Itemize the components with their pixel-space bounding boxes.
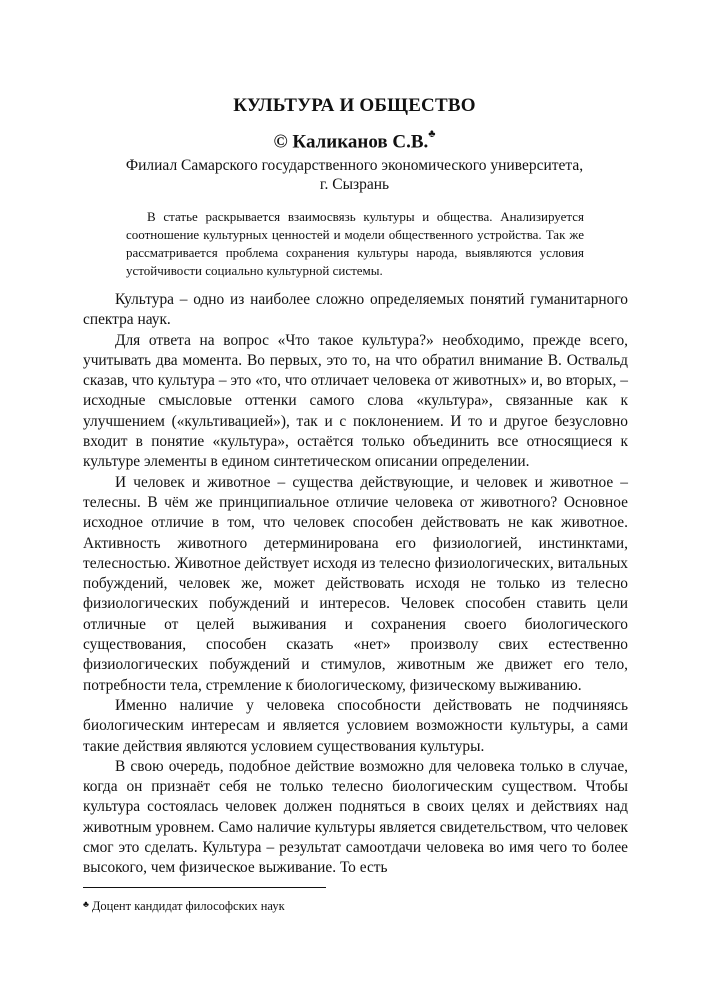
article-title: КУЛЬТУРА И ОБЩЕСТВО — [233, 95, 476, 116]
footnote-mark: ♣ — [83, 899, 89, 909]
author-name: © Каликанов С.В. — [273, 131, 429, 153]
paragraph: В свою очередь, подобное действие возможно для человека только в случае, когда он признаёт себя не только телесно биологическим существом. Чтобы культура состоялась человек должен подняться в своих целях и действиях над животным уровнем. Само наличие культуры является свидетельством, что человек смог это сделать. Культура – результат самоотдачи человека во имя чего то более высокого, чем физическое выживание. То есть — [83, 757, 628, 877]
paragraph: И человек и животное – существа действующие, и человек и животное – телесны. В чём же принципиальное отличие человека от животного? Основное исходное отличие в том, что человек способен действовать не как животное. Активность животного детерминирована его физиологией, инстинктами, телесностью. Животное действует исходя из телесно физиологических, витальных побуждений, человек же, может действовать исходя не только из телесно физиологических побуждений и интересов. Человек способен ставить цели отличные от целей выживания и сохранения своего биологического существования, способен сказать «нет» произволу свих естественно физиологических побуждений и стимулов, животным же движет его тело, потребности тела, стремление к биологическому, физическому выживанию. — [83, 473, 628, 694]
paragraph: Для ответа на вопрос «Что такое культура?» необходимо, прежде всего, учитывать два момента. Во первых, это то, на что обратил внимание В. Оствальд сказав, что культура – это «то, что отличает человека от животных» и, во вторых, – исходные смысловые оттенки самого слова «культура», связанные как к улучшением («культивацией»), так и с поклонением. И то и другое безусловно входит в понятие «культура», остаётся только объединить все относящиеся к культуре элементы в едином синтетическом описании определении. — [83, 331, 628, 471]
affiliation — [0, 156, 709, 194]
paragraph: Культура – одно из наиболее сложно определяемых понятий гуманитарного спектра наук. — [83, 291, 628, 329]
paragraph: Именно наличие у человека способности действовать не подчиняясь биологическим интересам и является условием возможности культуры, а сами такие действия являются условием существования культуры. — [83, 696, 628, 755]
footnote-divider — [83, 887, 326, 888]
abstract: В статье раскрывается взаимосвязь культуры и общества. Анализируется соотношение культурных ценностей и модели общественного устройства. Так же рассматривается проблема сохранения культуры народа, выявляются условия устойчивости социально культурной системы. — [126, 209, 584, 278]
affiliation-city: г. Сызрань — [319, 176, 390, 193]
footnote — [83, 899, 285, 914]
article-body — [83, 290, 628, 879]
author-line — [0, 128, 709, 153]
footnote-text: Доцент кандидат философских наук — [91, 899, 285, 913]
author-footnote-mark: ♣ — [428, 128, 436, 140]
affiliation-line: Филиал Самарского государственного экономического университета, — [125, 157, 584, 174]
